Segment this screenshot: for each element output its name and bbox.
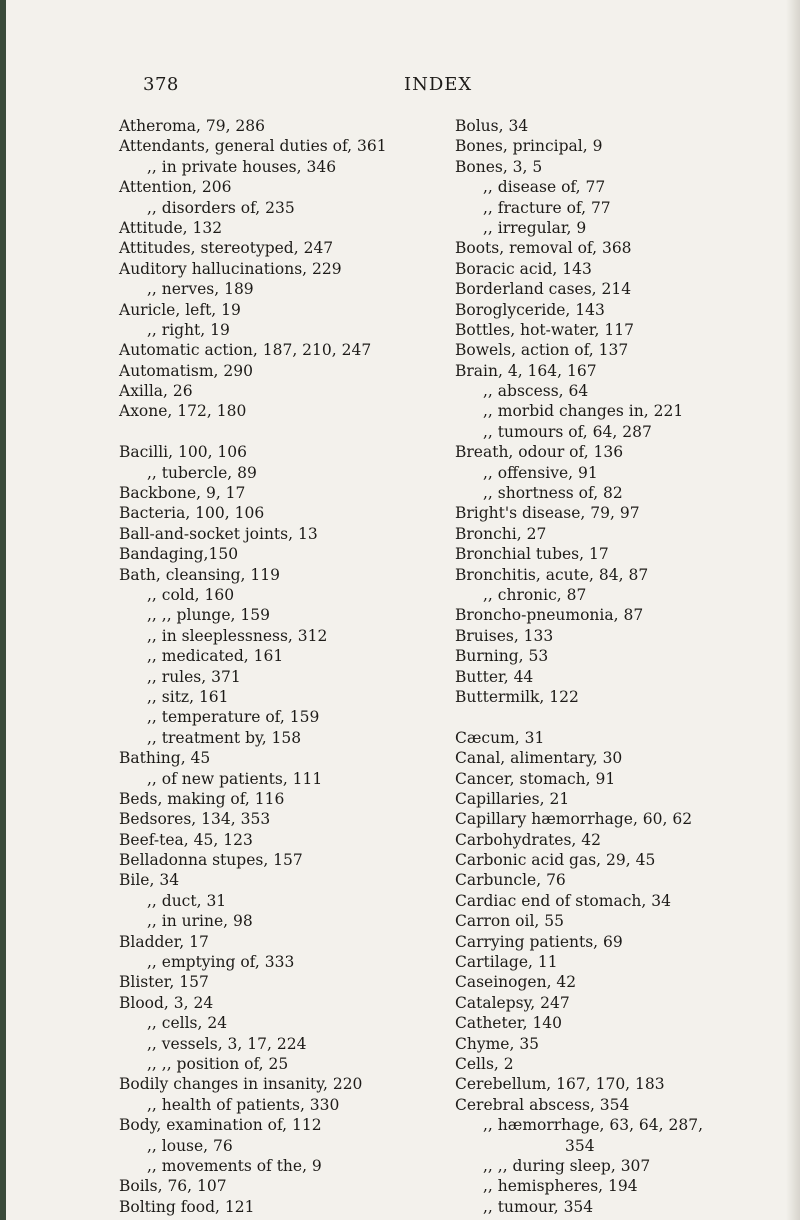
- index-entry: Bruises, 133: [455, 626, 554, 645]
- index-entry: Boracic acid, 143: [455, 259, 592, 278]
- index-subentry: ,, chronic, 87: [483, 585, 587, 604]
- index-entry: Attendants, general duties of, 361: [119, 137, 387, 156]
- index-entry: Backbone, 9, 17: [119, 484, 246, 503]
- index-entry: Atheroma, 79, 286: [119, 117, 266, 135]
- index-subentry: ,, cold, 160: [147, 585, 235, 604]
- index-subentry: ,, fracture of, 77: [483, 198, 611, 217]
- index-entry: Breath, odour of, 136: [455, 443, 624, 462]
- index-subentry: ,, movements of the, 9: [147, 1156, 322, 1175]
- index-entry: Beef-tea, 45, 123: [119, 830, 253, 849]
- index-subentry: ,, morbid changes in, 221: [483, 402, 684, 421]
- index-entry: Bones, 3, 5: [455, 157, 543, 176]
- index-entry: Axone, 172, 180: [119, 402, 247, 421]
- index-entry: Burning, 53: [455, 647, 549, 666]
- index-subentry: ,, health of patients, 330: [147, 1095, 340, 1114]
- index-entry: Catheter, 140: [455, 1014, 563, 1033]
- index-entry: Bile, 34: [119, 871, 180, 890]
- index-subentry: ,, duct, 31: [147, 891, 227, 910]
- index-subentry: ,, ,, position of, 25: [147, 1054, 289, 1073]
- index-entry: Carrying patients, 69: [455, 932, 623, 951]
- index-entry: Beds, making of, 116: [119, 789, 285, 808]
- index-entry: Attitude, 132: [119, 218, 223, 237]
- index-entry: Bandaging,150: [119, 545, 239, 564]
- index-entry: Boroglyceride, 143: [455, 300, 605, 319]
- index-entry: Carron oil, 55: [455, 912, 564, 931]
- index-entry: Bronchi, 27: [455, 524, 547, 543]
- index-subentry: ,, sitz, 161: [147, 687, 229, 706]
- index-subentry: ,, in urine, 98: [147, 912, 253, 931]
- index-entry: Cerebral abscess, 354: [455, 1095, 630, 1114]
- index-entry: Attention, 206: [119, 178, 232, 197]
- index-subentry: ,, louse, 76: [147, 1136, 233, 1155]
- index-entry: Carbohydrates, 42: [455, 830, 602, 849]
- index-subentry: ,, in sleeplessness, 312: [147, 626, 328, 645]
- index-entry: Cells, 2: [455, 1054, 514, 1073]
- index-entry: Capillaries, 21: [455, 789, 570, 808]
- index-entry: Bacilli, 100, 106: [119, 443, 248, 462]
- index-entry: Carbonic acid gas, 29, 45: [455, 851, 656, 870]
- page-shadow: [786, 0, 800, 1220]
- index-entry: Bright's disease, 79, 97: [455, 504, 640, 523]
- index-entry: Catalepsy, 247: [455, 993, 570, 1012]
- index-entry: Broncho-pneumonia, 87: [455, 606, 644, 625]
- index-subentry: ,, tubercle, 89: [147, 463, 257, 482]
- index-subentry: ,, emptying of, 333: [147, 953, 295, 972]
- index-entry: Automatic action, 187, 210, 247: [119, 341, 372, 360]
- index-entry: Boils, 76, 107: [119, 1177, 227, 1196]
- index-column-left: [119, 116, 429, 1217]
- index-entry: Boots, removal of, 368: [455, 239, 632, 258]
- index-subentry: ,, disorders of, 235: [147, 198, 295, 217]
- index-entry: Cerebellum, 167, 170, 183: [455, 1075, 665, 1094]
- index-entry: Cardiac end of stomach, 34: [455, 891, 671, 910]
- index-entry: Chyme, 35: [455, 1034, 540, 1053]
- page-edge: [0, 0, 6, 1220]
- index-entry: Cæcum, 31: [455, 728, 545, 747]
- index-subentry: ,, tumours of, 64, 287: [483, 422, 652, 441]
- index-entry: Axilla, 26: [119, 382, 193, 401]
- index-entry: Bolus, 34: [455, 117, 529, 135]
- index-entry: Bronchitis, acute, 84, 87: [455, 565, 649, 584]
- index-entry: Automatism, 290: [119, 361, 253, 380]
- index-subentry: ,, right, 19: [147, 320, 230, 339]
- index-subentry: ,, rules, 371: [147, 667, 241, 686]
- index-subentry: ,, nerves, 189: [147, 280, 254, 299]
- index-entry: Bodily changes in insanity, 220: [119, 1075, 363, 1094]
- index-entry: Attitudes, stereotyped, 247: [119, 239, 334, 258]
- index-entry: Bones, principal, 9: [455, 137, 603, 156]
- index-entry: Caseinogen, 42: [455, 973, 577, 992]
- index-entry: Cancer, stomach, 91: [455, 769, 616, 788]
- running-head: INDEX: [404, 74, 473, 95]
- section-gap: [119, 422, 429, 442]
- index-entry: Bedsores, 134, 353: [119, 810, 271, 829]
- index-entry: Bronchial tubes, 17: [455, 545, 609, 564]
- index-subentry: ,, of new patients, 111: [147, 769, 323, 788]
- index-subentry: ,, temperature of, 159: [147, 708, 320, 727]
- section-gap: [455, 707, 755, 727]
- index-subentry: ,, abscess, 64: [483, 382, 589, 401]
- index-subentry: ,, medicated, 161: [147, 647, 284, 666]
- index-entry: Bath, cleansing, 119: [119, 565, 280, 584]
- index-entry: Body, examination of, 112: [119, 1116, 322, 1135]
- index-subentry: 354: [565, 1136, 595, 1155]
- index-subentry: ,, ,, plunge, 159: [147, 606, 270, 625]
- index-subentry: ,, hemispheres, 194: [483, 1177, 638, 1196]
- index-entry: Bottles, hot-water, 117: [455, 320, 634, 339]
- index-entry: Bladder, 17: [119, 932, 209, 951]
- index-entry: Blister, 157: [119, 973, 209, 992]
- index-entry: Borderland cases, 214: [455, 280, 632, 299]
- index-entry: Auricle, left, 19: [119, 300, 241, 319]
- index-entry: Buttermilk, 122: [455, 687, 579, 706]
- index-entry: Cartilage, 11: [455, 953, 558, 972]
- index-column-right: [455, 116, 755, 1217]
- index-subentry: ,, cells, 24: [147, 1014, 228, 1033]
- index-subentry: ,, hæmorrhage, 63, 64, 287,: [483, 1116, 704, 1135]
- index-entry: Blood, 3, 24: [119, 993, 214, 1012]
- index-entry: Bolting food, 121: [119, 1197, 255, 1216]
- index-entry: Belladonna stupes, 157: [119, 851, 303, 870]
- index-entry: Canal, alimentary, 30: [455, 749, 623, 768]
- index-entry: Brain, 4, 164, 167: [455, 361, 597, 380]
- page-number: 378: [143, 74, 179, 95]
- index-entry: Butter, 44: [455, 667, 534, 686]
- index-subentry: ,, tumour, 354: [483, 1197, 594, 1216]
- index-subentry: ,, vessels, 3, 17, 224: [147, 1034, 307, 1053]
- index-subentry: ,, shortness of, 82: [483, 484, 623, 503]
- index-entry: Bacteria, 100, 106: [119, 504, 265, 523]
- index-subentry: ,, irregular, 9: [483, 218, 587, 237]
- index-subentry: ,, ,, during sleep, 307: [483, 1156, 651, 1175]
- index-entry: Auditory hallucinations, 229: [119, 259, 342, 278]
- index-subentry: ,, offensive, 91: [483, 463, 598, 482]
- index-entry: Ball-and-socket joints, 13: [119, 524, 318, 543]
- index-entry: Bathing, 45: [119, 749, 211, 768]
- index-entry: Bowels, action of, 137: [455, 341, 629, 360]
- index-subentry: ,, in private houses, 346: [147, 157, 337, 176]
- index-subentry: ,, treatment by, 158: [147, 728, 302, 747]
- index-subentry: ,, disease of, 77: [483, 178, 606, 197]
- index-entry: Carbuncle, 76: [455, 871, 566, 890]
- index-entry: Capillary hæmorrhage, 60, 62: [455, 810, 693, 829]
